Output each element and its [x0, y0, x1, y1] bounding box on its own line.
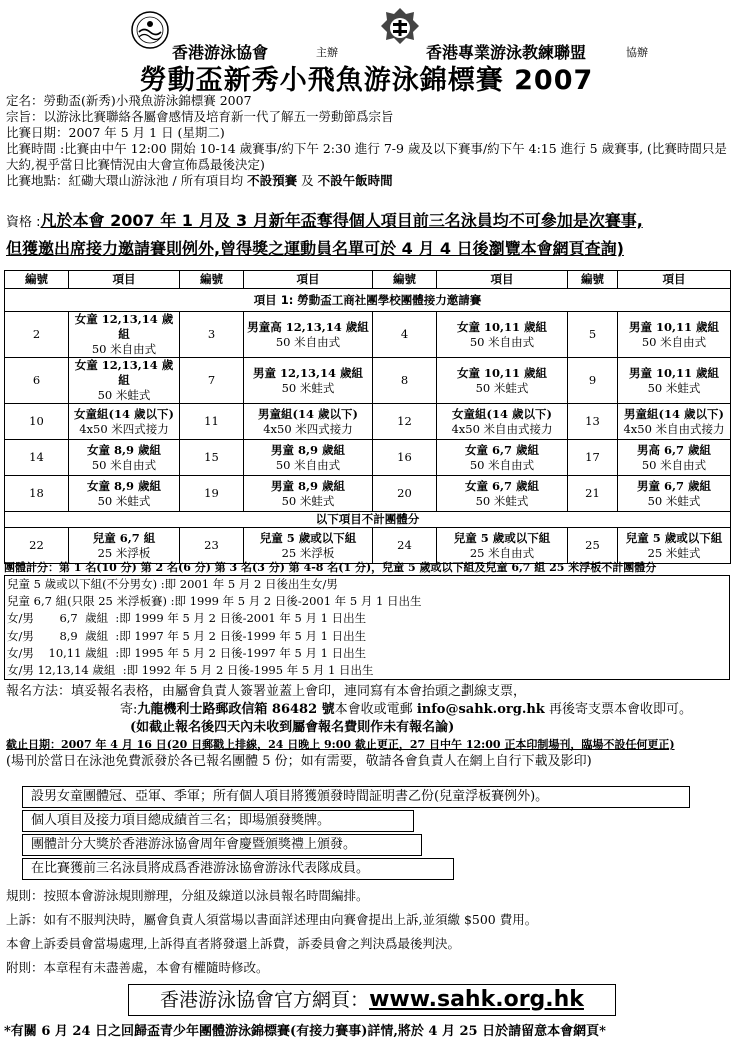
- event-venue: 比賽地點：紅磡大環山游泳池 / 所有項目均 不設預賽 及 不設午飯時間: [6, 173, 393, 188]
- rules: [6, 884, 730, 980]
- appeal-line-2: 本會上訴委員會當場處理,上訴得直者將發還上訴費，訴委員會之判決爲最後判決。: [6, 936, 460, 951]
- event-stroke: 50 米蛙式: [97, 388, 151, 402]
- event-stroke: 50 米蛙式: [97, 493, 151, 508]
- event-number: 20: [373, 476, 437, 512]
- event-number: 6: [5, 358, 69, 404]
- event-cell: [437, 404, 568, 440]
- event-cell: [69, 358, 180, 404]
- event-stroke: 25 米浮板: [97, 545, 151, 560]
- table-header-row: [5, 271, 731, 289]
- award-item: 團體計分大獎於香港游泳協會周年會慶暨頒獎禮上頒發。: [22, 834, 422, 856]
- table-row: [5, 476, 731, 512]
- event-group: 兒童 5 歲或以下組: [453, 530, 551, 545]
- website-label: 香港游泳協會官方網頁：: [160, 989, 370, 1011]
- event-group: 男童組(14 歲以下): [258, 406, 358, 421]
- event-number: 23: [180, 528, 244, 564]
- award-item: 在比賽獲前三名泳員將成爲香港游泳協會游泳代表隊成員。: [22, 858, 454, 880]
- event-number: 3: [180, 312, 244, 358]
- event-stroke: 50 米自由式: [469, 334, 535, 349]
- event-group: 女童 6,7 歲組: [464, 442, 539, 457]
- age-group-line: 兒童 5 歲或以下組(不分男女) :即 2001 年 5 月 2 日後出生女/男: [7, 577, 338, 591]
- event-stroke: 25 米蛙式: [647, 545, 701, 560]
- registration-method: 報名方法：填妥報名表格，由屬會負責人簽署並蓋上會印，連同寫有本會抬頭之劃線支票，: [6, 684, 527, 699]
- event-stroke: 50 米蛙式: [475, 380, 529, 395]
- email-link[interactable]: info@sahk.org.hk: [416, 702, 545, 717]
- column-header-number: 編號: [5, 271, 69, 289]
- event-group: 男童 10,11 歲組: [628, 365, 720, 380]
- event-group: 男童 10,11 歲組: [628, 319, 720, 334]
- registration: [6, 683, 730, 771]
- column-header-item: 項目: [69, 271, 180, 289]
- column-header-number: 編號: [373, 271, 437, 289]
- page-title: 勞動盃新秀小飛魚游泳錦標賽 2007: [139, 65, 594, 96]
- event-group: 女童 10,11 歲組: [456, 319, 548, 334]
- award-item: 個人項目及接力項目總成績首三名；即場頒發獎牌。: [22, 810, 414, 832]
- event-stroke: 4x50 米自由式接力: [451, 421, 553, 436]
- event-number: 18: [5, 476, 69, 512]
- event-group: 男童 12,13,14 歲組: [252, 365, 364, 380]
- event-group: 女童組(14 歲以下): [74, 406, 174, 421]
- event-number: 22: [5, 528, 69, 564]
- website-link[interactable]: www.sahk.org.hk: [369, 987, 584, 1012]
- info-section: [6, 93, 730, 189]
- eligibility: [6, 208, 730, 262]
- column-header-item: 項目: [437, 271, 568, 289]
- event-stroke: 50 米蛙式: [281, 493, 335, 508]
- table-row: [5, 358, 731, 404]
- column-header-item: 項目: [244, 271, 373, 289]
- age-group-line: 女/男 12,13,14 歲組 :即 1992 年 5 月 2 日後-1995 年 5 月 1 日出生: [7, 663, 374, 678]
- appeal-line-1: 上訴：如有不服判決時，屬會負責人須當場以書面詳述理由向賽會提出上訴,並須繳 $500 費用。: [6, 912, 538, 927]
- event-cell: [69, 312, 180, 358]
- event-stroke: 50 米自由式: [275, 334, 341, 349]
- event-number: 10: [5, 404, 69, 440]
- eligibility-label: 資格 :: [6, 215, 41, 230]
- event-stroke: 50 米自由式: [91, 457, 157, 472]
- event-stroke: 25 米自由式: [469, 545, 535, 560]
- event-stroke: 4x50 米自由式接力: [623, 421, 725, 436]
- event-stroke: 50 米自由式: [641, 457, 707, 472]
- award-item: 設男女童團體冠、亞軍、季軍；所有個人項目將獲頒發時間証明書乙份(兒童浮板賽例外)。: [22, 786, 690, 808]
- event-group: 兒童 5 歲或以下組: [259, 530, 357, 545]
- co-organizer-role: 協辦: [626, 46, 648, 59]
- event-cell: [618, 440, 731, 476]
- age-group-line: 女/男 10,11 歲組 :即 1995 年 5 月 2 日後-1997 年 5 月 1 日出生: [7, 645, 367, 660]
- event-number: 19: [180, 476, 244, 512]
- event-number: 2: [5, 312, 69, 358]
- event-number: 11: [180, 404, 244, 440]
- event-cell: [69, 476, 180, 512]
- event-number: 17: [568, 440, 618, 476]
- event-date: 比賽日期：2007 年 5 月 1 日 (星期二): [6, 125, 225, 140]
- event-number: 12: [373, 404, 437, 440]
- event-cell: [244, 476, 373, 512]
- event-cell: [244, 312, 373, 358]
- section-row: [5, 289, 731, 312]
- age-group-line: 女/男 8,9 歲組 :即 1997 年 5 月 2 日後-1999 年 5 月 1 日出生: [7, 628, 367, 643]
- event-group: 男童 6,7 歲組: [636, 478, 711, 493]
- event-purpose: 宗旨：以游泳比賽聯絡各屬會感情及培育新一代了解五一勞動節爲宗旨: [6, 109, 394, 124]
- section-title-no-team-score: 以下項目不計團體分: [5, 512, 731, 528]
- event-cell: [437, 312, 568, 358]
- event-cell: [618, 358, 731, 404]
- event-number: 5: [568, 312, 618, 358]
- event-group: 女童 6,7 歲組: [464, 478, 539, 493]
- event-stroke: 50 米蛙式: [475, 493, 529, 508]
- event-cell: [69, 404, 180, 440]
- event-cell: [618, 476, 731, 512]
- event-stroke: 50 米自由式: [469, 457, 535, 472]
- age-group-line: 女/男 6,7 歲組 :即 1999 年 5 月 2 日後-2001 年 5 月 1 日出生: [7, 611, 367, 626]
- event-cell: [618, 404, 731, 440]
- co-organizer-name: 香港專業游泳教練聯盟: [426, 43, 587, 62]
- organizer-name: 香港游泳協會: [172, 43, 269, 62]
- event-number: 13: [568, 404, 618, 440]
- rules-line: 規則：按照本會游泳規則辦理，分組及線道以泳員報名時間編排。: [6, 888, 369, 903]
- event-number: 21: [568, 476, 618, 512]
- event-stroke: 25 米浮板: [281, 545, 335, 560]
- program-note: (場刊於當日在泳池免費派發於各已報名團體 5 份；如有需要，敬請各會負責人在網上自行下載及影印): [6, 754, 592, 769]
- column-header-item: 項目: [618, 271, 731, 289]
- eligibility-line2: 但獲邀出席接力邀請賽則例外,曾得獎之運動員名單可於 4 月 4 日後瀏覽本會網頁查詢): [6, 239, 624, 258]
- event-group: 男童 8,9 歲組: [270, 442, 345, 457]
- event-number: 8: [373, 358, 437, 404]
- table-row: [5, 312, 731, 358]
- registration-address: 寄:九龍機利士路郵政信箱 86482 號本會收或電郵 info@sahk.org.hk 再後寄支票本會收即可。: [120, 702, 692, 717]
- addendum-line: 附則：本章程有未盡善處，本會有權隨時修改。: [6, 960, 269, 975]
- event-stroke: 4x50 米四式接力: [263, 421, 353, 436]
- footer-note: *有關 6 月 24 日之回歸盃青少年團體游泳錦標賽(有接力賽事)詳情,將於 4 月 25 日於請留意本會網頁*: [4, 1024, 606, 1039]
- event-number: 25: [568, 528, 618, 564]
- eligibility-line1: 凡於本會 2007 年 1 月及 3 月新年盃奪得個人項目前三名泳員均不可參加是次賽事,: [40, 211, 643, 230]
- event-group: 兒童 5 歲或以下組: [625, 530, 723, 545]
- age-groups-box: [4, 575, 730, 680]
- event-group: 男童組(14 歲以下): [624, 406, 724, 421]
- event-cell: [69, 440, 180, 476]
- event-group: 男童高 12,13,14 歲組: [247, 319, 369, 334]
- event-number: 14: [5, 440, 69, 476]
- event-time: 比賽時間 :比賽由中午 12:00 開始 10-14 歲賽事/約下午 2:30 進行 7-9 歲及以下賽事/約下午 4:15 進行 5 歲賽事, (比賽時間只是大約,視乎當日比賽情況由大會宣佈爲最後決定): [6, 141, 727, 172]
- registration-deadline: 截止日期：2007 年 4 月 16 日(20 日郵戳上排線，24 日晚上 9:00 截止更正，27 日中午 12:00 正本印制場刊，臨場不設任何更正): [6, 738, 675, 751]
- events-table-body: [5, 271, 731, 564]
- event-group: 女童 8,9 歲組: [86, 478, 161, 493]
- event-cell: [244, 404, 373, 440]
- event-stroke: 50 米蛙式: [281, 380, 335, 395]
- team-score-rule: 團體計分：第 1 名(10 分) 第 2 名(6 分) 第 3 名(3 分) 第 4-8 名(1 分)，兒童 5 歲或以下組及兒童 6,7 組 25 米浮板不計團體分: [4, 561, 657, 574]
- event-cell: [437, 476, 568, 512]
- table-row: [5, 404, 731, 440]
- event-group: 女童 10,11 歲組: [456, 365, 548, 380]
- event-cell: [244, 358, 373, 404]
- event-group: 女童 8,9 歲組: [86, 442, 161, 457]
- event-number: 4: [373, 312, 437, 358]
- table-row: [5, 440, 731, 476]
- column-header-number: 編號: [180, 271, 244, 289]
- event-stroke: 4x50 米四式接力: [79, 421, 169, 436]
- event-stroke: 50 米蛙式: [647, 380, 701, 395]
- header: [0, 4, 733, 62]
- event-number: 9: [568, 358, 618, 404]
- event-number: 7: [180, 358, 244, 404]
- column-header-number: 編號: [568, 271, 618, 289]
- event-stroke: 50 米自由式: [91, 342, 157, 356]
- event-cell: [618, 312, 731, 358]
- coaches-league-logo: [380, 6, 420, 50]
- section-title-relay: 項目 1: 勞動盃工商社團學校團體接力邀請賽: [5, 289, 731, 312]
- event-cell: [244, 440, 373, 476]
- event-number: 16: [373, 440, 437, 476]
- event-group: 兒童 6,7 組: [92, 530, 156, 545]
- event-group: 女童組(14 歲以下): [452, 406, 552, 421]
- event-stroke: 50 米自由式: [641, 334, 707, 349]
- event-group: 女童 12,13,14 歲組: [74, 312, 174, 341]
- event-cell: [437, 358, 568, 404]
- event-number: 15: [180, 440, 244, 476]
- event-stroke: 50 米蛙式: [647, 493, 701, 508]
- section-row: [5, 512, 731, 528]
- event-name: 定名：勞動盃(新秀)小飛魚游泳錦標賽 2007: [6, 93, 252, 108]
- swimming-association-logo: [130, 10, 170, 50]
- organizer-role: 主辦: [316, 46, 338, 59]
- event-stroke: 50 米自由式: [275, 457, 341, 472]
- website-box: [128, 984, 616, 1016]
- event-group: 女童 12,13,14 歲組: [74, 358, 174, 387]
- event-cell: [437, 440, 568, 476]
- event-group: 男高 6,7 歲組: [636, 442, 711, 457]
- event-group: 男童 8,9 歲組: [270, 478, 345, 493]
- events-table: [4, 270, 731, 564]
- registration-fee-note: (如截止報名後四天內未收到屬會報名費則作未有報名論): [130, 720, 455, 735]
- event-number: 24: [373, 528, 437, 564]
- age-group-line: 兒童 6,7 組(只限 25 米浮板賽) :即 1999 年 5 月 2 日後-2001 年 5 月 1 日出生: [7, 594, 422, 609]
